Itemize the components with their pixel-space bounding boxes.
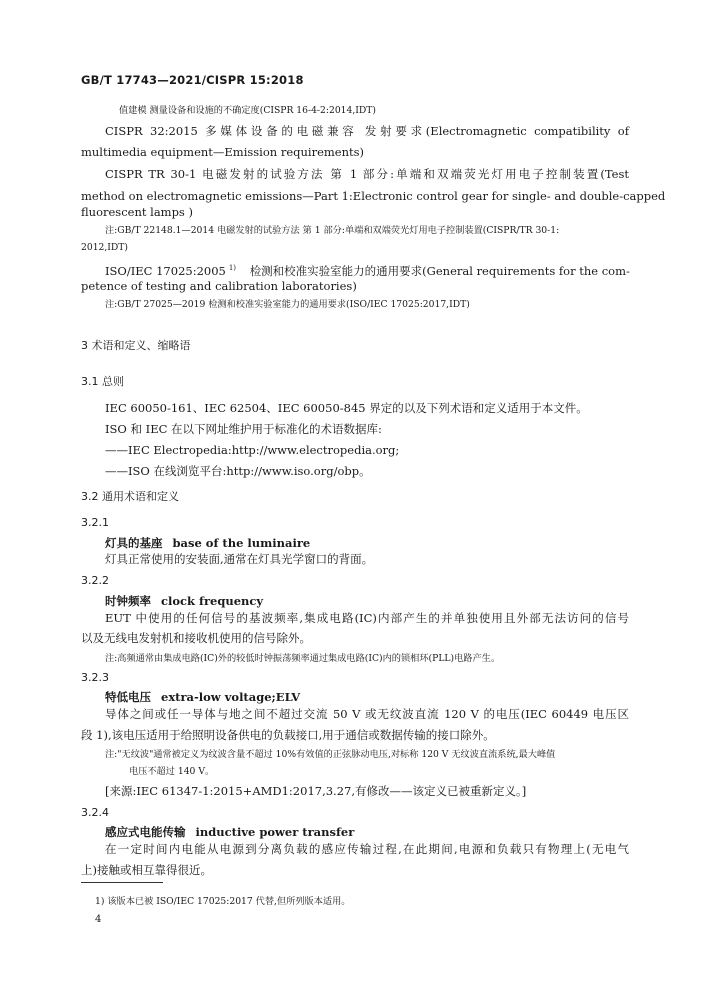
ref-iso17025-code: ISO/IEC 17025:2005 xyxy=(105,263,226,278)
term-en: base of the luminaire xyxy=(172,536,311,550)
ref-cispr30-note-line2: 2012,IDT) xyxy=(81,242,129,253)
term-zh: 特低电压 xyxy=(105,690,151,704)
term-definition-line1: 在一定时间内电能从电源到分离负载的感应传输过程,在此期间,电源和负载只有物理上(无电气 xyxy=(105,842,629,856)
term-definition-line1: EUT 中使用的任何信号的基波频率,集成电路(IC)内部产生的并单独使用且外部无法访问的信号 xyxy=(105,611,629,625)
term-zh: 感应式电能传输 xyxy=(105,825,186,839)
ref-iso17025-note: 注:GB/T 27025—2019 检测和校准实验室能力的通用要求(ISO/IEC 17025:2017,IDT) xyxy=(105,299,470,310)
term-definition: 灯具正常使用的安装面,通常在灯具光学窗口的背面。 xyxy=(105,552,374,566)
footnote-text: 1) 该版本已被 ISO/IEC 17025:2017 代替,但所列版本适用。 xyxy=(95,896,351,907)
section-3-heading: 3 术语和定义、缩略语 xyxy=(81,339,191,352)
term-en: extra-low voltage;ELV xyxy=(161,690,301,704)
ref-iso17025-line2: petence of testing and calibration laboratories) xyxy=(81,279,357,293)
ref-cispr32-line2: multimedia equipment—Emission requirements) xyxy=(81,145,365,159)
ref-cispr30-note-line1: 注:GB/T 22148.1—2014 电磁发射的试验方法 第 1 部分:单端和双端荧光灯用电子控制装置(CISPR/TR 30-1: xyxy=(105,225,560,236)
term-zh: 时钟频率 xyxy=(105,594,151,608)
term-title xyxy=(105,689,300,705)
term-number: 3.2.4 xyxy=(81,806,109,819)
term-en: clock frequency xyxy=(161,594,264,608)
term-number: 3.2.2 xyxy=(81,574,109,587)
ref-iso17025-title: 检测和校准实验室能力的通用要求(General requirements for the com- xyxy=(249,263,630,278)
s31-item-iec: ——IEC Electropedia:http://www.electropedia.org; xyxy=(105,443,400,457)
term-definition-line2: 以及无线电发射机和接收机使用的信号除外。 xyxy=(81,631,311,645)
term-title xyxy=(105,824,354,840)
s31-para-2: ISO 和 IEC 在以下网址维护用于标准化的术语数据库: xyxy=(105,422,382,436)
section-3-2-heading: 3.2 通用术语和定义 xyxy=(81,490,179,503)
term-number: 3.2.1 xyxy=(81,516,109,529)
term-title xyxy=(105,593,263,609)
footnote-marker: 1) xyxy=(228,264,237,272)
term-en: inductive power transfer xyxy=(195,825,355,839)
term-source: [来源:IEC 61347-1:2015+AMD1:2017,3.27,有修改——该定义已被重新定义。] xyxy=(105,784,527,798)
term-zh: 灯具的基座 xyxy=(105,536,163,550)
term-definition-line1: 导体之间或任一导体与地之间不超过交流 50 V 或无纹波直流 120 V 的电压(IEC 60449 电压区 xyxy=(105,707,629,721)
ref-cispr30-line2: method on electromagnetic emissions—Part 1:Electronic control gear for single- and double-capped xyxy=(81,189,666,203)
term-note-line2: 电压不超过 140 V。 xyxy=(129,766,215,777)
page-number: 4 xyxy=(95,914,102,925)
term-note: 注:高频通常由集成电路(IC)外的较低时钟振荡频率通过集成电路(IC)内的锁相环(PLL)电路产生。 xyxy=(105,653,501,664)
term-number: 3.2.3 xyxy=(81,671,109,684)
page-header: GB/T 17743—2021/CISPR 15:2018 xyxy=(81,73,304,87)
term-note-line1: 注:"无纹波"通常被定义为纹波含量不超过 10%有效值的正弦脉动电压,对标称 120 V 无纹波直流系统,最大峰值 xyxy=(105,749,556,760)
ref-cispr30-line3: fluorescent lamps ) xyxy=(81,205,193,219)
section-3-1-heading: 3.1 总则 xyxy=(81,375,124,388)
s31-para-1: IEC 60050-161、IEC 62504、IEC 60050-845 界定的以及下列术语和定义适用于本文件。 xyxy=(105,401,588,415)
ref-cispr32-line1: CISPR 32:2015 多媒体设备的电磁兼容 发射要求(Electromagnetic compatibility of xyxy=(105,124,629,138)
s31-item-iso: ——ISO 在线浏览平台:http://www.iso.org/obp。 xyxy=(105,464,371,478)
term-definition-line2: 段 1),该电压适用于给照明设备供电的负载接口,用于通信或数据传输的接口除外。 xyxy=(81,728,495,742)
footnote-rule xyxy=(81,882,163,883)
ref-cispr30-line1: CISPR TR 30-1 电磁发射的试验方法 第 1 部分:单端和双端荧光灯用电子控制装置(Test xyxy=(105,167,629,181)
ref-top-line: 值建模 测量设备和设施的不确定度(CISPR 16-4-2:2014,IDT) xyxy=(119,105,376,116)
term-definition-line2: 上)接触或相互靠得很近。 xyxy=(81,863,212,877)
